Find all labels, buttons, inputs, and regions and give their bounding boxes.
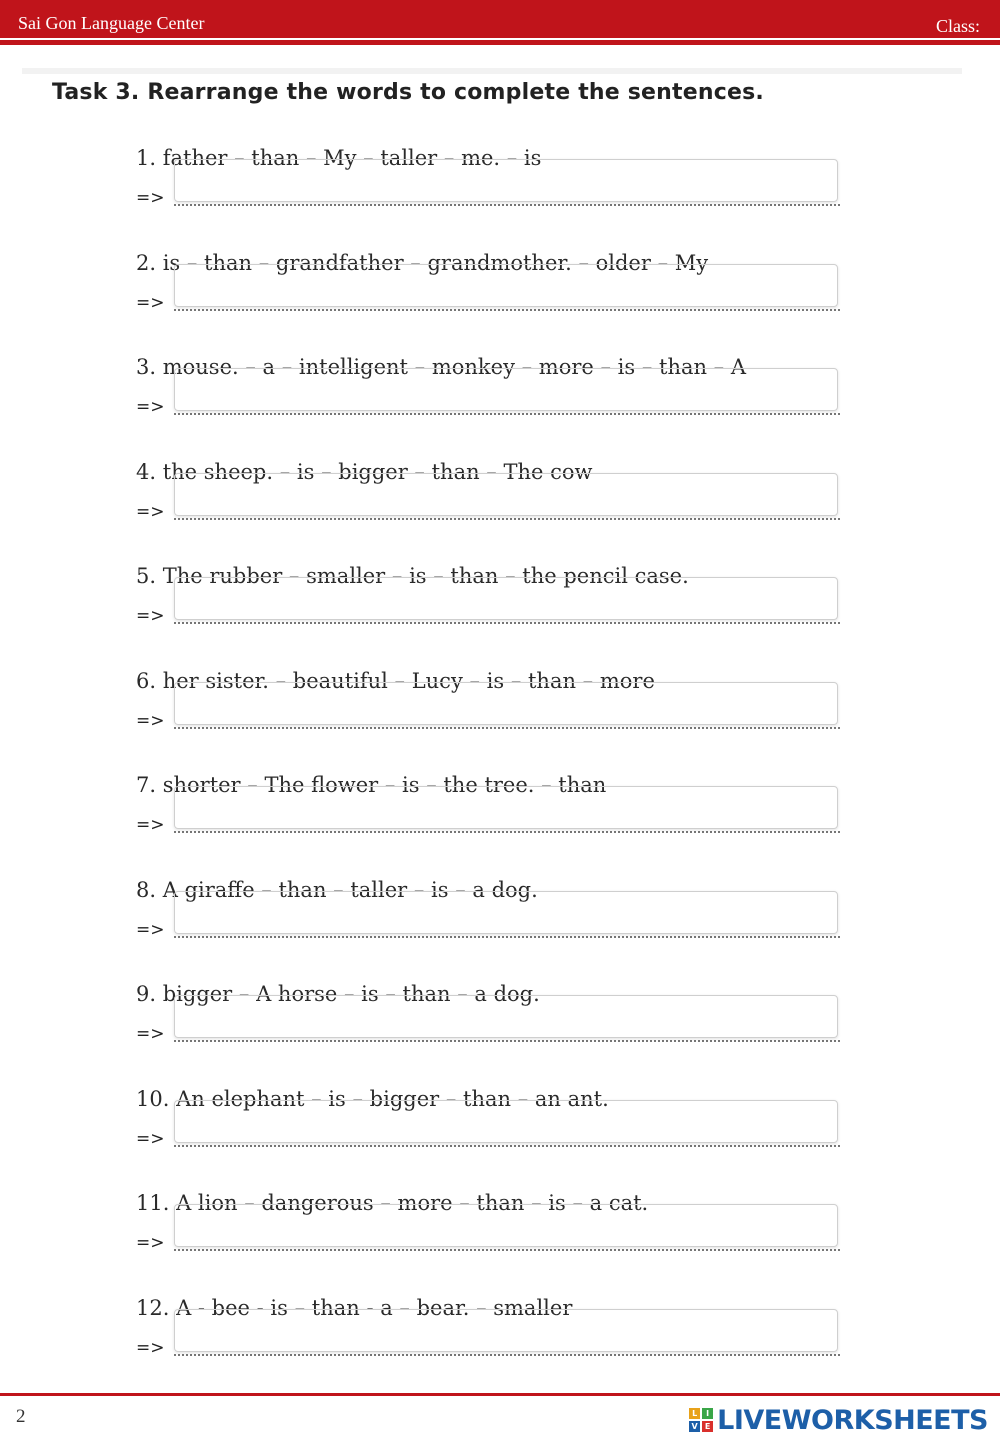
answer-input[interactable] xyxy=(174,1309,838,1352)
dotted-answer-line xyxy=(174,936,840,938)
task-title: Task 3. Rearrange the words to complete the sentences. xyxy=(52,80,764,105)
answer-input[interactable] xyxy=(174,1100,838,1143)
exercise-prompt: 7. shorter – The flower – is – the tree. – than xyxy=(136,773,607,797)
answer-input[interactable] xyxy=(174,368,838,411)
header-divider xyxy=(0,40,1000,45)
dotted-answer-line xyxy=(174,1145,840,1147)
answer-arrow: => xyxy=(136,1128,165,1149)
liveworksheets-logo-icon xyxy=(689,1408,713,1432)
answer-input[interactable] xyxy=(174,577,838,620)
exercise-item xyxy=(136,564,896,644)
exercise-item xyxy=(136,146,896,226)
exercise-item xyxy=(136,1296,896,1376)
page-number: 2 xyxy=(16,1406,26,1427)
exercise-item xyxy=(136,878,896,958)
exercise-item xyxy=(136,251,896,331)
answer-arrow: => xyxy=(136,606,165,626)
center-name: Sai Gon Language Center xyxy=(18,13,205,33)
answer-arrow: => xyxy=(136,292,165,313)
dotted-answer-line xyxy=(174,413,840,415)
exercise-item xyxy=(136,982,896,1062)
answer-input[interactable] xyxy=(174,682,838,725)
exercise-prompt: 8. A giraffe – than – taller – is – a dog. xyxy=(136,877,538,902)
answer-arrow: => xyxy=(136,919,165,940)
exercise-prompt: 2. is – than – grandfather – grandmother. – older – My xyxy=(136,250,709,275)
exercise-prompt: 12. A - bee - is – than - a – bear. – smaller xyxy=(136,1295,573,1320)
exercise-prompt: 4. the sheep. – is – bigger – than – The cow xyxy=(136,459,593,484)
exercise-item xyxy=(136,460,896,540)
dotted-answer-line xyxy=(174,1354,840,1356)
answer-arrow: => xyxy=(136,710,165,731)
exercise-item xyxy=(136,669,896,749)
answer-arrow: => xyxy=(136,1233,165,1253)
answer-arrow: => xyxy=(136,397,165,417)
dotted-answer-line xyxy=(174,622,840,624)
logo-tile: E xyxy=(702,1421,713,1432)
exercise-prompt: 3. mouse. – a – intelligent – monkey – more – is – than – A xyxy=(136,355,747,379)
answer-input[interactable] xyxy=(174,473,838,516)
exercise-prompt: 11. A lion – dangerous – more – than – is – a cat. xyxy=(136,1191,649,1215)
answer-arrow: => xyxy=(136,815,165,835)
answer-arrow: => xyxy=(136,1337,165,1358)
answer-input[interactable] xyxy=(174,995,838,1038)
exercise-item xyxy=(136,1191,896,1271)
dotted-answer-line xyxy=(174,1249,840,1251)
exercise-prompt: 6. her sister. – beautiful – Lucy – is – than – more xyxy=(136,668,655,693)
answer-input[interactable] xyxy=(174,786,838,829)
exercise-prompt: 9. bigger – A horse – is – than – a dog. xyxy=(136,982,540,1006)
logo-tile: L xyxy=(689,1408,700,1419)
exercise-prompt: 10. An elephant – is – bigger – than – an ant. xyxy=(136,1086,609,1111)
liveworksheets-brand[interactable] xyxy=(689,1402,988,1438)
page-header xyxy=(0,0,1000,38)
answer-input[interactable] xyxy=(174,1204,838,1247)
exercise-item xyxy=(136,355,896,435)
answer-arrow: => xyxy=(136,188,165,208)
class-label: Class: xyxy=(935,16,980,36)
answer-input[interactable] xyxy=(174,891,838,934)
dotted-answer-line xyxy=(174,727,840,729)
exercise-prompt: 5. The rubber – smaller – is – than – the pencil case. xyxy=(136,564,689,588)
answer-input[interactable] xyxy=(174,264,838,307)
footer-divider xyxy=(0,1393,1000,1396)
dotted-answer-line xyxy=(174,204,840,206)
answer-arrow: => xyxy=(136,1024,165,1044)
exercise-item xyxy=(136,773,896,853)
dotted-answer-line xyxy=(174,309,840,311)
brand-name: LIVEWORKSHEETS xyxy=(717,1404,988,1436)
dotted-answer-line xyxy=(174,1040,840,1042)
scan-shadow xyxy=(22,68,962,74)
dotted-answer-line xyxy=(174,831,840,833)
dotted-answer-line xyxy=(174,518,840,520)
logo-tile: V xyxy=(689,1421,700,1432)
answer-input[interactable] xyxy=(174,159,838,202)
logo-tile: I xyxy=(702,1408,713,1419)
exercise-item xyxy=(136,1087,896,1167)
answer-arrow: => xyxy=(136,501,165,522)
exercise-prompt: 1. father – than – My – taller – me. – is xyxy=(136,146,542,170)
